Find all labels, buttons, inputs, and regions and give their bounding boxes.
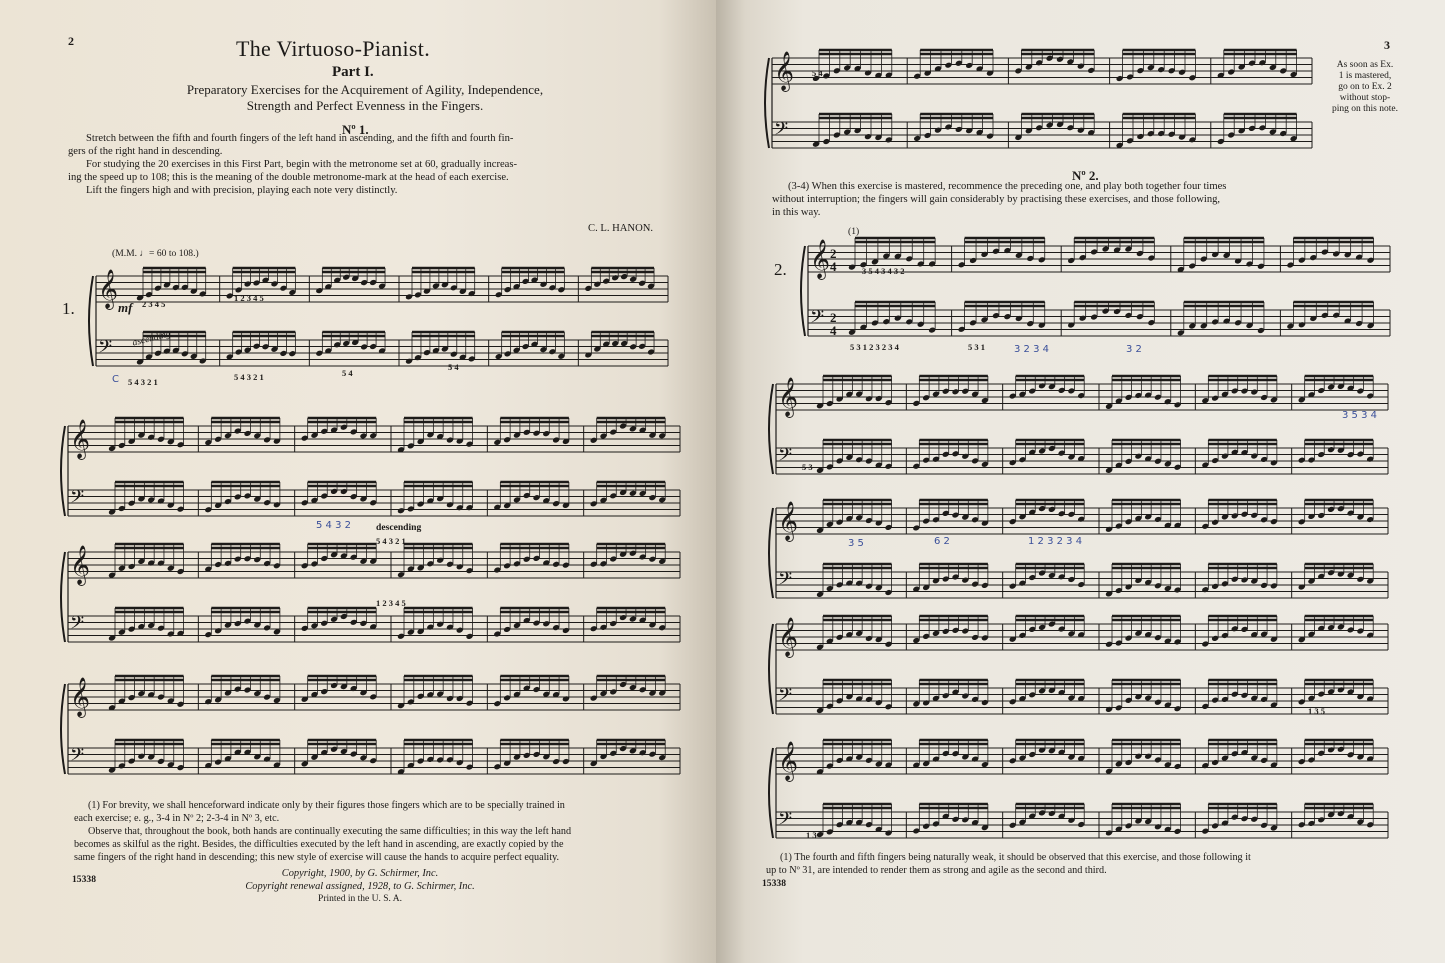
- instruction-line: ing the speed up to 108; this is the meaning of the double metronome-mark at the head of each exercise.: [68, 172, 509, 183]
- direction-descending: descending: [376, 522, 422, 533]
- side-note: [1320, 60, 1410, 115]
- handwritten-annotation: 3 2 3 4: [1014, 344, 1049, 355]
- dynamic-mark: mf: [118, 300, 133, 315]
- system-brace: [61, 426, 65, 516]
- music-system-ex2-1: [800, 232, 1390, 360]
- subtitle-line: Strength and Perfect Evenness in the Fingers.: [246, 98, 484, 113]
- treble-clef-icon: 𝄞: [70, 545, 91, 585]
- side-note-line: 1 is mastered,: [1338, 71, 1392, 81]
- exercise-label: Nº 1.: [342, 122, 369, 137]
- treble-clef-icon: 𝄞: [774, 51, 795, 91]
- fingering: 5 4 3 2 1: [376, 536, 406, 546]
- system-brace: [769, 384, 773, 474]
- system-brace: [769, 624, 773, 714]
- fingering: 5 4: [448, 362, 459, 372]
- instruction-line: in this way.: [772, 207, 821, 218]
- music-system-ex2-2: [768, 370, 1388, 498]
- fingering: 5 3: [802, 462, 813, 472]
- treble-clef-icon: 𝄞: [778, 501, 799, 541]
- system-brace: [769, 508, 773, 598]
- bass-clef-icon: 𝄢: [778, 809, 793, 834]
- handwritten-annotation: 5 4 3 2: [316, 520, 351, 531]
- side-note-line: without stop-: [1339, 93, 1391, 103]
- bass-clef-icon: 𝄢: [778, 445, 793, 470]
- handwritten-annotation: 3 2: [1126, 344, 1142, 355]
- bass-clef-icon: 𝄢: [98, 337, 113, 362]
- instructions: [772, 180, 1392, 219]
- fingering: 5 3 1: [968, 342, 985, 352]
- handwritten-annotation: 1 2 3 2 3 4: [1028, 536, 1083, 547]
- fingering: 5 4: [812, 68, 823, 78]
- footnote-line: (1) The fourth and fifth fingers being naturally weak, it should be observed that this exercise, and those following it: [780, 852, 1251, 863]
- fingering: 5 4: [342, 368, 353, 378]
- fingering: 1 3 5: [1308, 706, 1325, 716]
- system-brace: [61, 552, 65, 642]
- direction-ascending: ascending: [131, 328, 172, 349]
- bass-clef-icon: 𝄢: [778, 569, 793, 594]
- composer: C. L. HANON.: [588, 223, 654, 234]
- fingering: 1 2 3 4 5: [234, 293, 264, 303]
- footnote-reference: (1): [848, 226, 860, 237]
- music-system-1: [88, 262, 668, 390]
- treble-clef-icon: 𝄞: [778, 617, 799, 657]
- right-page: [716, 0, 1445, 963]
- page-number: 2: [68, 34, 74, 48]
- fingering: 5 4 3 2 1: [128, 377, 158, 387]
- instruction-line: For studying the 20 exercises in this First Part, begin with the metronome set at 60, gradually increas-: [86, 159, 518, 170]
- exercise-label: Nº 2.: [1072, 168, 1099, 183]
- instruction-line: Lift the fingers high and with precision, playing each note very distinctly.: [86, 185, 398, 196]
- left-page: [0, 0, 716, 963]
- exercise-number: 2.: [774, 260, 787, 279]
- time-signature: 4: [830, 259, 837, 274]
- instruction-line: Stretch between the fifth and fourth fingers of the left hand in ascending, and the fifth and fourth fin-: [86, 133, 514, 144]
- music-system-ex2-3: [768, 494, 1388, 622]
- treble-clef-icon: 𝄞: [778, 377, 799, 417]
- footnote: [74, 799, 680, 864]
- plate-number: 15338: [762, 878, 786, 889]
- music-system-top: [764, 44, 1312, 172]
- fingering: 5 3 1 2 3 2 3 4: [850, 342, 899, 352]
- footnote-line: each exercise; e. g., 3-4 in Nº 2; 2-3-4 in Nº 3, etc.: [74, 813, 280, 824]
- fingering: 1 2 3 4 5: [376, 598, 406, 608]
- copyright-line: Copyright, 1900, by G. Schirmer, Inc.: [281, 868, 439, 879]
- footnote-line: becomes as skilful as the right. Besides, the difficulties executed by the left hand in ascending, are exactly copied by the: [74, 839, 564, 850]
- music-system-ex2-5: [768, 734, 1388, 862]
- copyright: [190, 868, 530, 906]
- subtitle-line: Preparatory Exercises for the Acquirement of Agility, Independence,: [186, 82, 544, 97]
- music-system-2: [60, 412, 680, 540]
- bass-clef-icon: 𝄢: [810, 307, 825, 332]
- treble-clef-icon: 𝄞: [70, 677, 91, 717]
- exercise-number: 1.: [62, 299, 75, 318]
- music-system-ex2-4: [768, 610, 1388, 738]
- instruction-line: gers of the right hand in descending.: [68, 146, 223, 157]
- copyright-line: Copyright renewal assigned, 1928, to G. Schirmer, Inc.: [245, 880, 475, 892]
- fingering: 2 3 4 5: [142, 299, 166, 309]
- copyright-line: Printed in the U. S. A.: [318, 894, 402, 904]
- bass-clef-icon: 𝄢: [70, 745, 85, 770]
- bass-clef-icon: 𝄢: [70, 613, 85, 638]
- page-title: The Virtuoso-Pianist.: [236, 36, 431, 61]
- time-signature: 2: [830, 310, 837, 325]
- system-brace: [769, 748, 773, 838]
- music-system-3: [60, 538, 680, 666]
- treble-clef-icon: 𝄞: [810, 239, 831, 279]
- fingering: 3 5 4 3 4 3 2: [862, 266, 905, 276]
- bass-clef-icon: 𝄢: [778, 685, 793, 710]
- footnote-line: same fingers of the right hand in descending; this new style of exercise will cause the hands to acquire perfect equality.: [74, 852, 560, 863]
- footnote: [766, 851, 1386, 877]
- handwritten-annotation: 6 2: [934, 536, 950, 547]
- fingering: 1 3: [806, 830, 817, 840]
- instruction-line: (3-4) When this exercise is mastered, recommence the preceding one, and play both together four times: [788, 181, 1227, 192]
- plate-number: 15338: [72, 874, 96, 885]
- music-system-4: [60, 670, 680, 798]
- instructions: [68, 132, 683, 197]
- handwritten-annotation: 3 5 3 4: [1342, 410, 1377, 421]
- footnote-line: Observe that, throughout the book, both hands are continually executing the same difficulties; in this way the left hand: [88, 826, 572, 837]
- system-brace: [801, 246, 805, 336]
- time-signature: 4: [830, 323, 837, 338]
- system-brace: [765, 58, 769, 148]
- treble-clef-icon: 𝄞: [778, 741, 799, 781]
- bass-clef-icon: 𝄢: [774, 119, 789, 144]
- side-note-line: go on to Ex. 2: [1338, 82, 1392, 92]
- handwritten-annotation: C: [112, 374, 119, 385]
- subtitle: [130, 82, 600, 114]
- system-brace: [61, 684, 65, 774]
- handwritten-annotation: 3 5: [848, 538, 864, 549]
- part-heading: Part I.: [332, 64, 374, 80]
- instruction-line: without interruption; the fingers will gain considerably by practising these exercises, and those following,: [772, 194, 1221, 205]
- fingering: 5 4 3 2 1: [234, 372, 264, 382]
- system-brace: [89, 276, 93, 366]
- treble-clef-icon: 𝄞: [98, 269, 119, 309]
- side-note-line: ping on this note.: [1332, 104, 1398, 114]
- time-signature: 2: [830, 246, 837, 261]
- metronome-mark: (M.M. ♩= 60 to 108.): [112, 248, 199, 259]
- side-note-line: As soon as Ex.: [1336, 60, 1394, 70]
- page-number: 3: [1384, 38, 1390, 52]
- treble-clef-icon: 𝄞: [70, 419, 91, 459]
- footnote-line: (1) For brevity, we shall henceforward indicate only by their figures those fingers which are to be specially trained in: [88, 800, 565, 811]
- footnote-line: up to Nº 31, are intended to render them as strong and agile as the second and third.: [766, 865, 1107, 876]
- bass-clef-icon: 𝄢: [70, 487, 85, 512]
